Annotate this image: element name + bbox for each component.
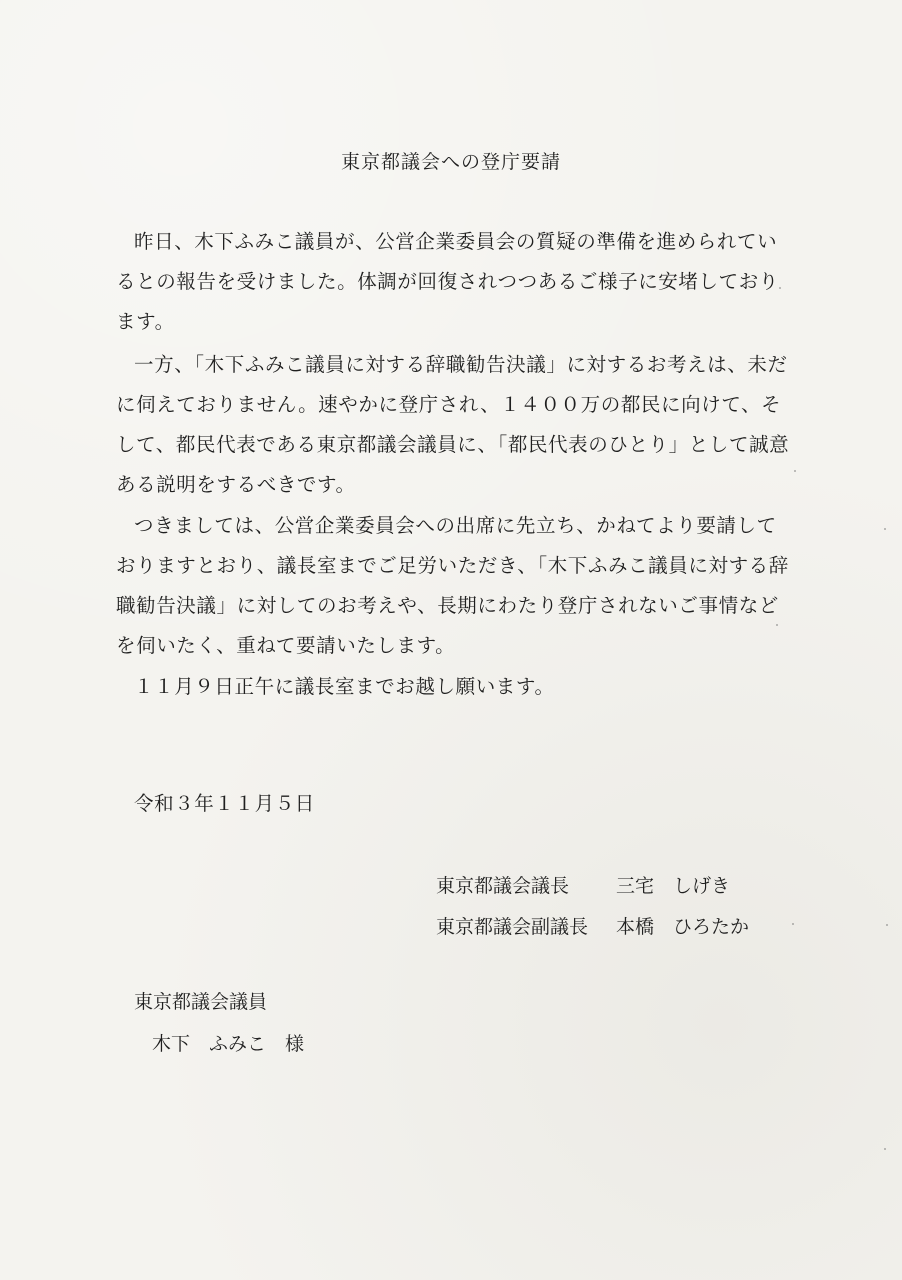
body-line: ある説明をするべきです。 [116,473,356,496]
body-line: るとの報告を受けました。体調が回復されつつあるご様子に安堵しており [116,270,779,293]
letter-date: 令和３年１１月５日 [134,792,315,815]
body-line: 職勧告決議」に対してのお考えや、長期にわたり登庁されないご事情など [116,594,779,617]
body-line: して、都民代表である東京都議会議員に、「都民代表のひとり」として誠意 [116,433,790,456]
body-line: を伺いたく、重ねて要請いたします。 [116,634,456,657]
sender-vice-chair [436,913,749,941]
body-line: 昨日、木下ふみこ議員が、公営企業委員会の質疑の準備を進められてい [134,230,778,253]
body-line: に伺えておりません。速やかに登庁され、１４００万の都民に向けて、そ [116,393,782,416]
sender-role: 東京都議会副議長 [436,916,589,938]
body-line: ます。 [116,310,175,333]
sender-name: 三宅 しげき [616,875,731,897]
document-title: 東京都議会への登庁要請 [340,151,561,173]
recipient-name: 木下 ふみこ 様 [152,1033,305,1055]
paper-speck [886,924,888,926]
paper-speck [792,923,794,925]
paper-speck [884,528,886,530]
sender-chair [436,872,730,900]
sender-role: 東京都議会議長 [436,875,570,897]
paper-speck [794,470,796,472]
body-line: おりますとおり、議長室までご足労いただき、「木下ふみこ議員に対する辞 [116,554,789,577]
sender-name: 本橋 ひろたか [616,916,750,938]
recipient-organization: 東京都議会議員 [134,991,268,1013]
paper-speck [776,624,778,626]
paper-speck [779,287,781,289]
body-line: １１月９日正午に議長室までお越し願います。 [134,675,555,698]
body-line: つきましては、公営企業委員会への出席に先立ち、かねてより要請して [134,514,777,537]
paper-speck [884,1148,886,1150]
body-line: 一方、「木下ふみこ議員に対する辞職勧告決議」に対するお考えは、未だ [134,353,788,376]
